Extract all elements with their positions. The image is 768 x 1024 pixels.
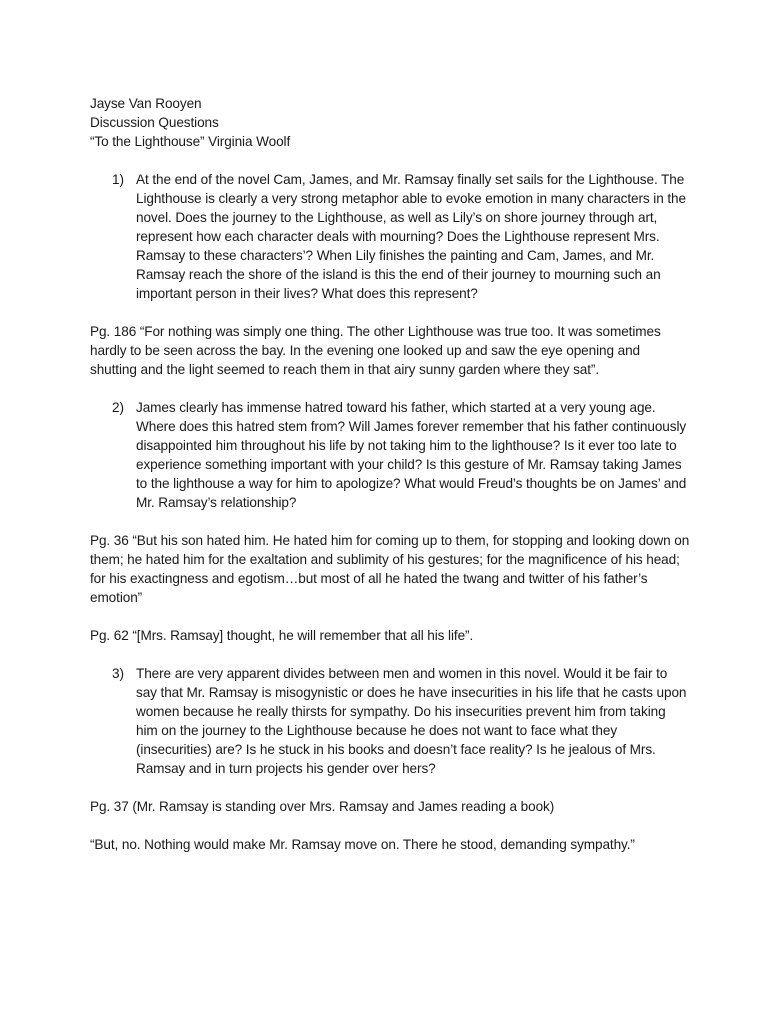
question-text: There are very apparent divides between men and women in this novel. Would it be fair to say that Mr. Ramsay is misogynistic or does he have insecurities in his life that he casts upon women because he really thirsts for sympathy. Do his insecurities prevent him from taking him on the journey to the Lighthouse because he does not want to face what they (insecurities) are? Is he stuck in his books and doesn’t face reality? Is he jealous of Mrs. Ramsay and in turn projects his gender over hers? [136, 666, 687, 776]
work-title: “To the Lighthouse” Virginia Woolf [90, 134, 291, 149]
quote-pg-36: Pg. 36 “But his son hated him. He hated him for coming up to them, for stopping and looking down on them; he hated him for the exaltation and sublimity of his gestures; for the magnificence of his head; for his exactingness and egotism…but most of all he hated the twang and twitter of his father’s emotion” [90, 533, 690, 605]
document-subtitle: Discussion Questions [90, 115, 219, 130]
question-text: James clearly has immense hatred toward his father, which started at a very young age. Where does this hatred stem from? Will James forever remember that his father continuously disappointed him throughout his life by not taking him to the lighthouse? Is it ever too late to experience something important with your child? Is this gesture of Mr. Ramsay taking James to the lighthouse a way for him to apologize? What would Freud’s thoughts be on James’ and Mr. Ramsay’s relationship? [136, 400, 687, 510]
question-number: 2) [112, 400, 124, 415]
question-2 [112, 398, 690, 512]
question-3 [112, 664, 690, 778]
document-page [90, 94, 690, 854]
question-1 [112, 170, 690, 303]
question-number: 1) [112, 172, 124, 187]
quote-pg-62: Pg. 62 “[Mrs. Ramsay] thought, he will remember that all his life”. [90, 628, 474, 643]
question-text: At the end of the novel Cam, James, and Mr. Ramsay finally set sails for the Lighthouse. The Lighthouse is clearly a very strong metaphor able to evoke emotion in many characters in the novel. Does the journey to the Lighthouse, as well as Lily’s on shore journey through art, represent how each character deals with mourning? Does the Lighthouse represent Mrs. Ramsay to these characters’? When Lily finishes the painting and Cam, James, and Mr. Ramsay reach the shore of the island is this the end of their journey to mourning such an important person in their lives? What does this represent? [136, 172, 686, 301]
quote-pg-186: Pg. 186 “For nothing was simply one thing. The other Lighthouse was true too. It was sometimes hardly to be seen across the bay. In the evening one looked up and saw the eye opening and shutting and the light seemed to reach them in that airy sunny garden where they sat”. [90, 324, 661, 377]
quote-pg-37: Pg. 37 (Mr. Ramsay is standing over Mrs. Ramsay and James reading a book) [90, 799, 555, 814]
author-name: Jayse Van Rooyen [90, 96, 202, 111]
question-number: 3) [112, 666, 124, 681]
quote-sympathy: “But, no. Nothing would make Mr. Ramsay move on. There he stood, demanding sympathy.” [90, 837, 635, 852]
